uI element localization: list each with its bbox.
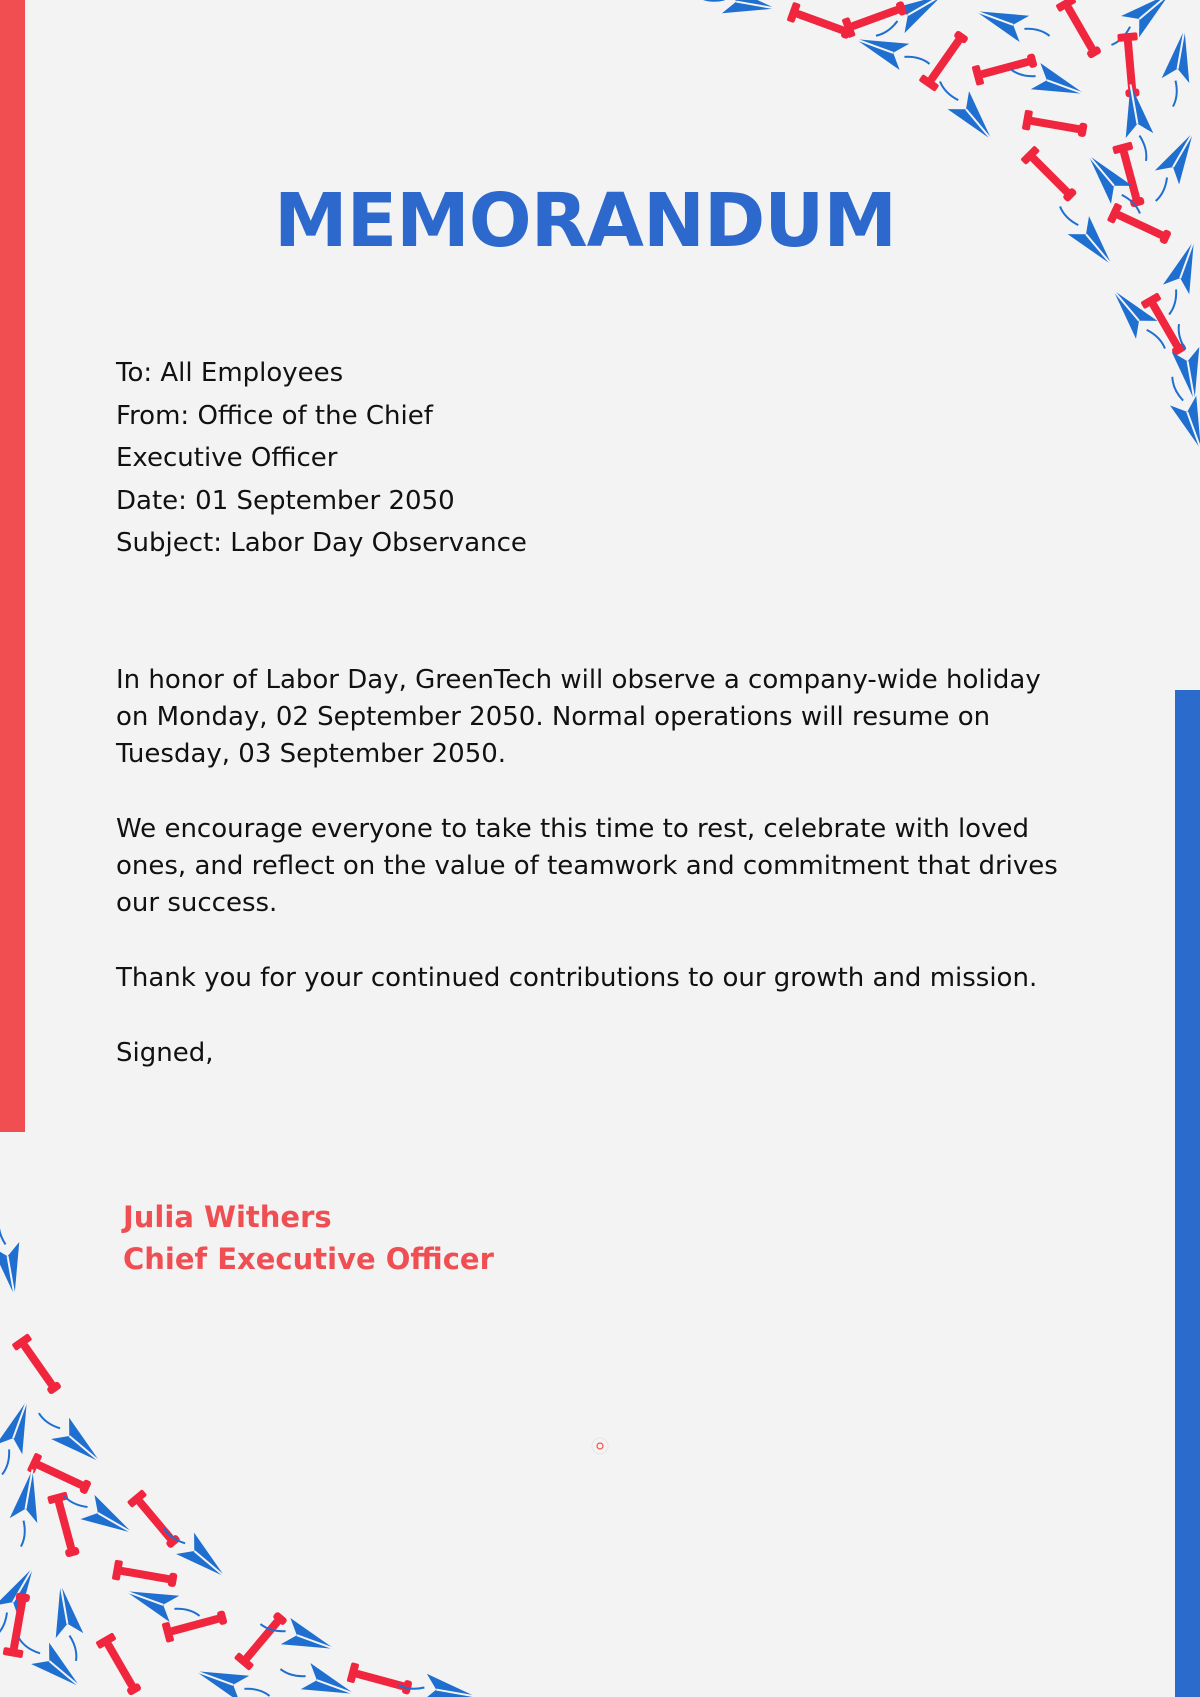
hammer-icon: [347, 1662, 414, 1697]
to-line: To: All Employees: [116, 358, 344, 388]
hammer-icon: [47, 1492, 83, 1559]
memo-title: MEMORANDUM: [273, 178, 897, 264]
hammer-icon: [112, 1560, 179, 1591]
hammer-icon: [27, 1452, 93, 1497]
hammer-icon: [1022, 110, 1089, 141]
hammer-icon: [1055, 0, 1104, 61]
circle-marker-icon: [591, 1437, 609, 1455]
body-paragraph-2: We encourage everyone to take this time to rest, celebrate with loved ones, and reflect on the value of teamwork and commitment that drives our success.: [116, 814, 1058, 918]
hammer-icon: [11, 1333, 64, 1397]
paper-plane-icon: [868, 0, 950, 46]
hammer-icon: [234, 1609, 290, 1671]
paper-plane-icon: [0, 1216, 28, 1298]
paper-plane-icon: [1157, 27, 1198, 109]
date-line: Date: 01 September 2050: [116, 485, 455, 516]
signatory-role: Chief Executive Officer: [123, 1242, 494, 1276]
body-paragraph-3: Thank you for your continued contributions to our growth and mission.: [116, 963, 1038, 993]
hammer-icon: [842, 0, 909, 38]
hammer-icon: [1117, 32, 1143, 97]
subject-line: Subject: Labor Day Observance: [116, 528, 527, 558]
paper-plane-icon: [696, 0, 778, 22]
paper-plane-icon: [276, 1654, 359, 1697]
from-line-continued: Executive Officer: [116, 443, 338, 473]
signature-block: [123, 1196, 494, 1280]
hammer-icon: [972, 50, 1039, 86]
paper-plane-icon: [1101, 0, 1179, 54]
paper-plane-icon: [971, 0, 1054, 51]
memo-body: [116, 662, 1076, 1072]
paper-plane-icon: [191, 1658, 274, 1697]
paper-plane-icon: [851, 26, 934, 79]
from-line: From: Office of the Chief: [116, 400, 433, 431]
paper-plane-icon: [931, 71, 1003, 149]
signed-label: Signed,: [116, 1038, 214, 1068]
paper-plane-icon: [31, 1401, 109, 1473]
signatory-name: Julia Withers: [123, 1200, 332, 1234]
bottom-left-cluster: [0, 1216, 478, 1697]
body-paragraph-1: In honor of Labor Day, GreenTech will observe a company-wide holiday on Monday, 02 September 2050. Normal operations will resume on Tuesday, 03 September 2050.: [116, 665, 1041, 769]
hammer-icon: [95, 1632, 144, 1697]
paper-plane-icon: [11, 1626, 89, 1697]
hammer-icon: [127, 1489, 183, 1551]
paper-plane-icon: [5, 1467, 46, 1549]
memo-header: [116, 352, 636, 565]
hammer-icon: [918, 28, 971, 92]
